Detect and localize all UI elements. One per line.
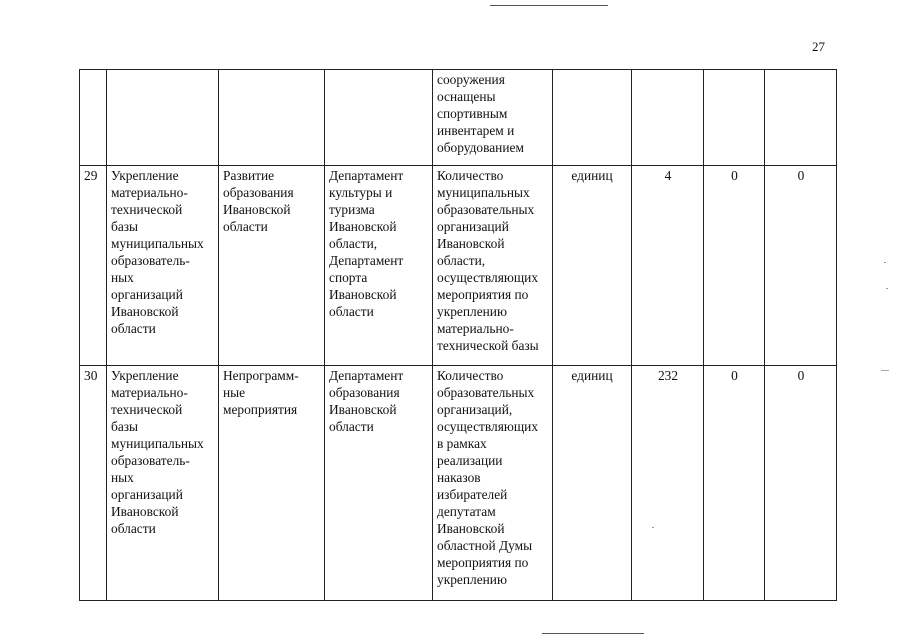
scan-speck — [886, 288, 888, 289]
row-number: 30 — [80, 366, 107, 601]
value-year-1: 4 — [632, 166, 704, 366]
responsible-department: Департамент культуры и туризма Ивановской области, Департамент спорта Ивановской области — [325, 166, 433, 366]
value-year-2: 0 — [704, 366, 765, 601]
value-year-3: 0 — [765, 366, 837, 601]
table-row — [80, 166, 837, 366]
value-year-3 — [765, 70, 837, 166]
state-program — [219, 70, 325, 166]
value-year-3: 0 — [765, 166, 837, 366]
row-number: 29 — [80, 166, 107, 366]
row-number — [80, 70, 107, 166]
responsible-department: Департамент образования Ивановской области — [325, 366, 433, 601]
unit-of-measure: единиц — [553, 366, 632, 601]
unit-of-measure — [553, 70, 632, 166]
unit-of-measure: единиц — [553, 166, 632, 366]
value-year-2 — [704, 70, 765, 166]
scan-artifact-side — [881, 370, 889, 371]
measure-name — [107, 70, 219, 166]
indicators-table — [79, 69, 837, 601]
state-program: Непрограмм- ные мероприятия — [219, 366, 325, 601]
indicator-description: сооружения оснащены спортивным инвентарем и оборудованием — [433, 70, 553, 166]
measure-name: Укрепление материально- технической базы муниципальных образователь- ных организаций Ивановской области — [107, 166, 219, 366]
page-number: 27 — [812, 39, 825, 54]
table-row — [80, 366, 837, 601]
value-year-2: 0 — [704, 166, 765, 366]
value-year-1: 232 — [632, 366, 704, 601]
table-row — [80, 70, 837, 166]
scan-artifact-bottom — [542, 633, 644, 634]
measure-name: Укрепление материально- технической базы муниципальных образователь- ных организаций Ивановской области — [107, 366, 219, 601]
state-program: Развитие образования Ивановской области — [219, 166, 325, 366]
indicator-description: Количество образовательных организаций, осуществляющих в рамках реализации наказов избирателей депутатам Ивановской областной Думы мероприятия по укреплению — [433, 366, 553, 601]
value-year-1 — [632, 70, 704, 166]
responsible-department — [325, 70, 433, 166]
scan-speck — [884, 262, 886, 263]
indicator-description: Количество муниципальных образовательных организаций Ивановской области, осуществляющих мероприятия по укреплению материально- технической базы — [433, 166, 553, 366]
scan-artifact-top — [490, 5, 608, 6]
